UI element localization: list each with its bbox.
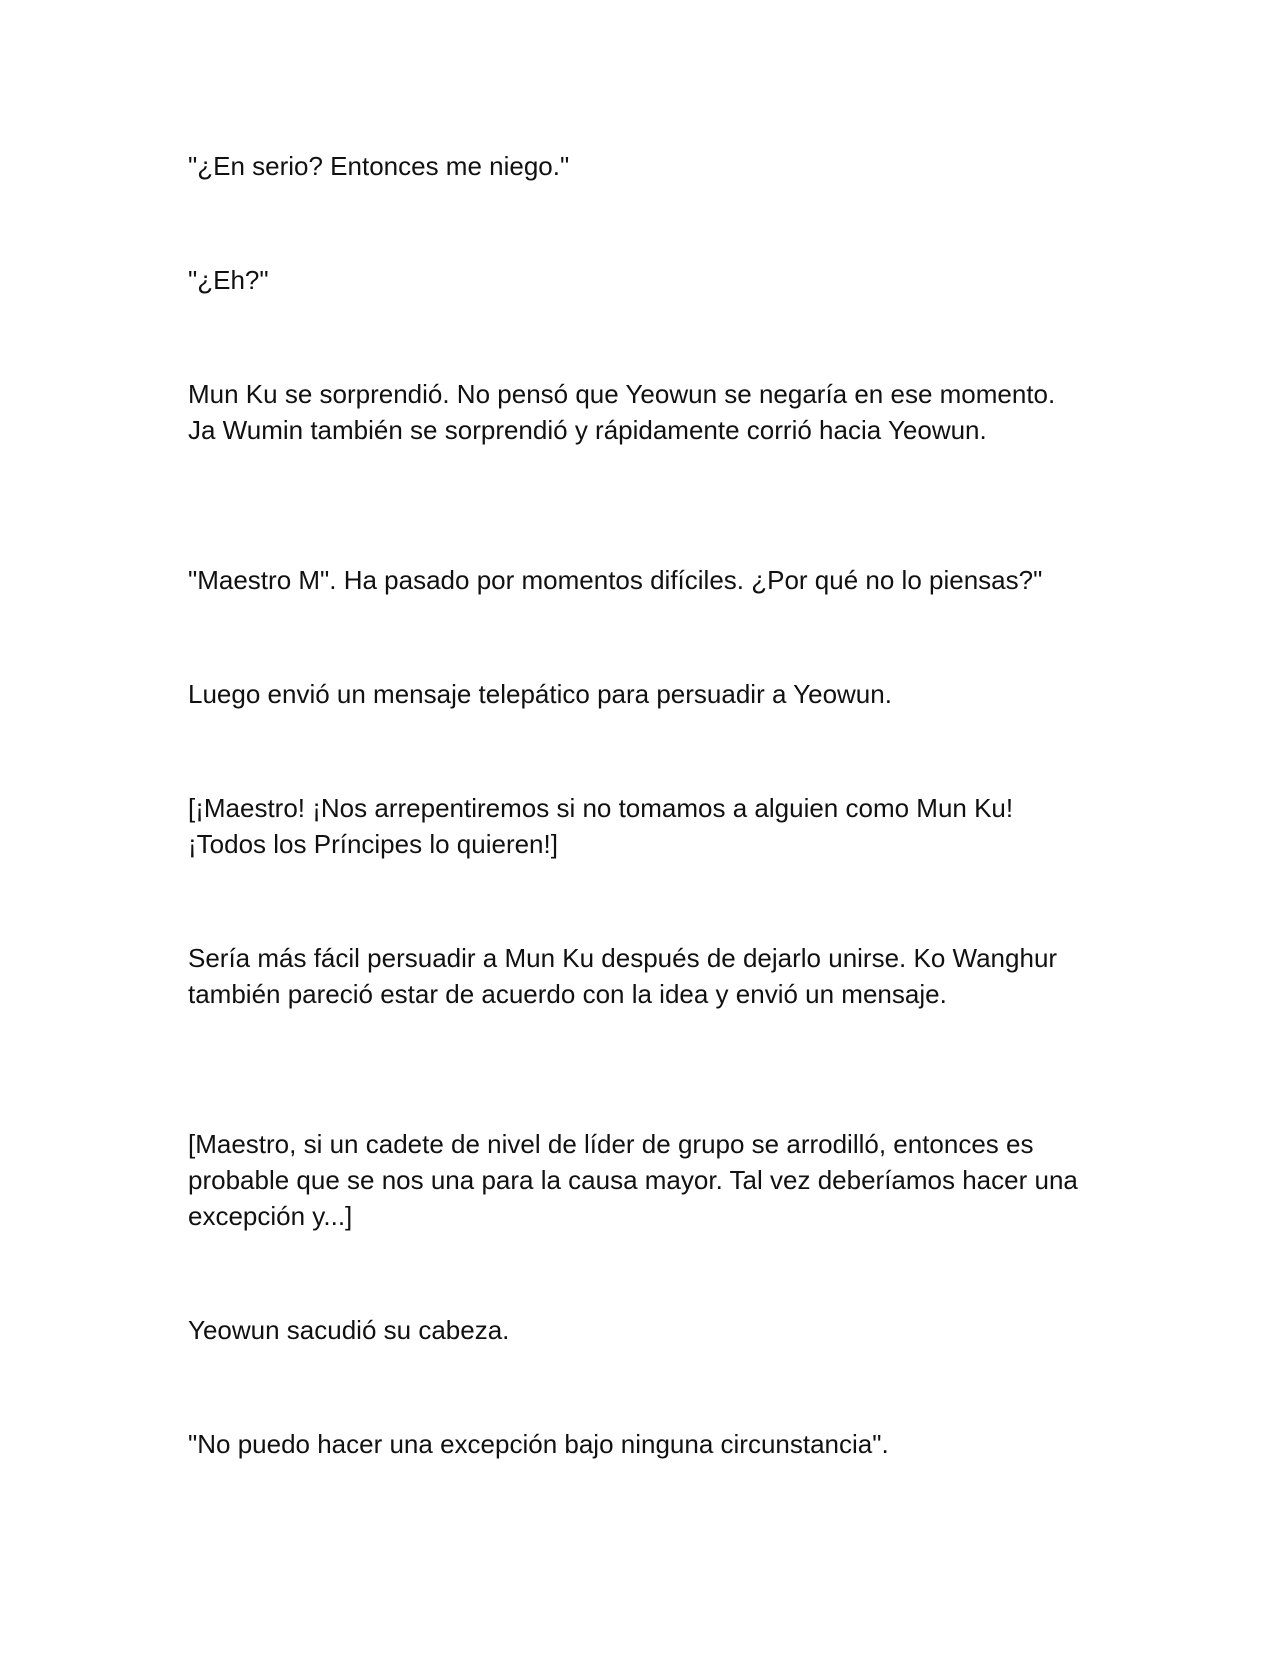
paragraph: "¿En serio? Entonces me niego." [188,151,570,181]
paragraph: "¿Eh?" [188,265,269,295]
paragraph: "No puedo hacer una excepción bajo ninguna circunstancia". [188,1429,889,1459]
paragraph: "Maestro M". Ha pasado por momentos difíciles. ¿Por qué no lo piensas?" [188,565,1043,595]
paragraph: Luego envió un mensaje telepático para persuadir a Yeowun. [188,679,892,709]
paragraph: [Maestro, si un cadete de nivel de líder de grupo se arrodilló, entonces es probable que se nos una para la causa mayor. Tal vez deberíamos hacer una excepción y...] [188,1129,1078,1231]
paragraph: Yeowun sacudió su cabeza. [188,1315,510,1345]
paragraph: Sería más fácil persuadir a Mun Ku después de dejarlo unirse. Ko Wanghur también pareció estar de acuerdo con la idea y envió un mensaje. [188,943,1058,1009]
paragraph: [¡Maestro! ¡Nos arrepentiremos si no tomamos a alguien como Mun Ku! ¡Todos los Príncipes lo quieren!] [188,793,1014,859]
paragraph: Mun Ku se sorprendió. No pensó que Yeowun se negaría en ese momento. Ja Wumin también se sorprendió y rápidamente corrió hacia Yeowun. [188,379,1056,445]
